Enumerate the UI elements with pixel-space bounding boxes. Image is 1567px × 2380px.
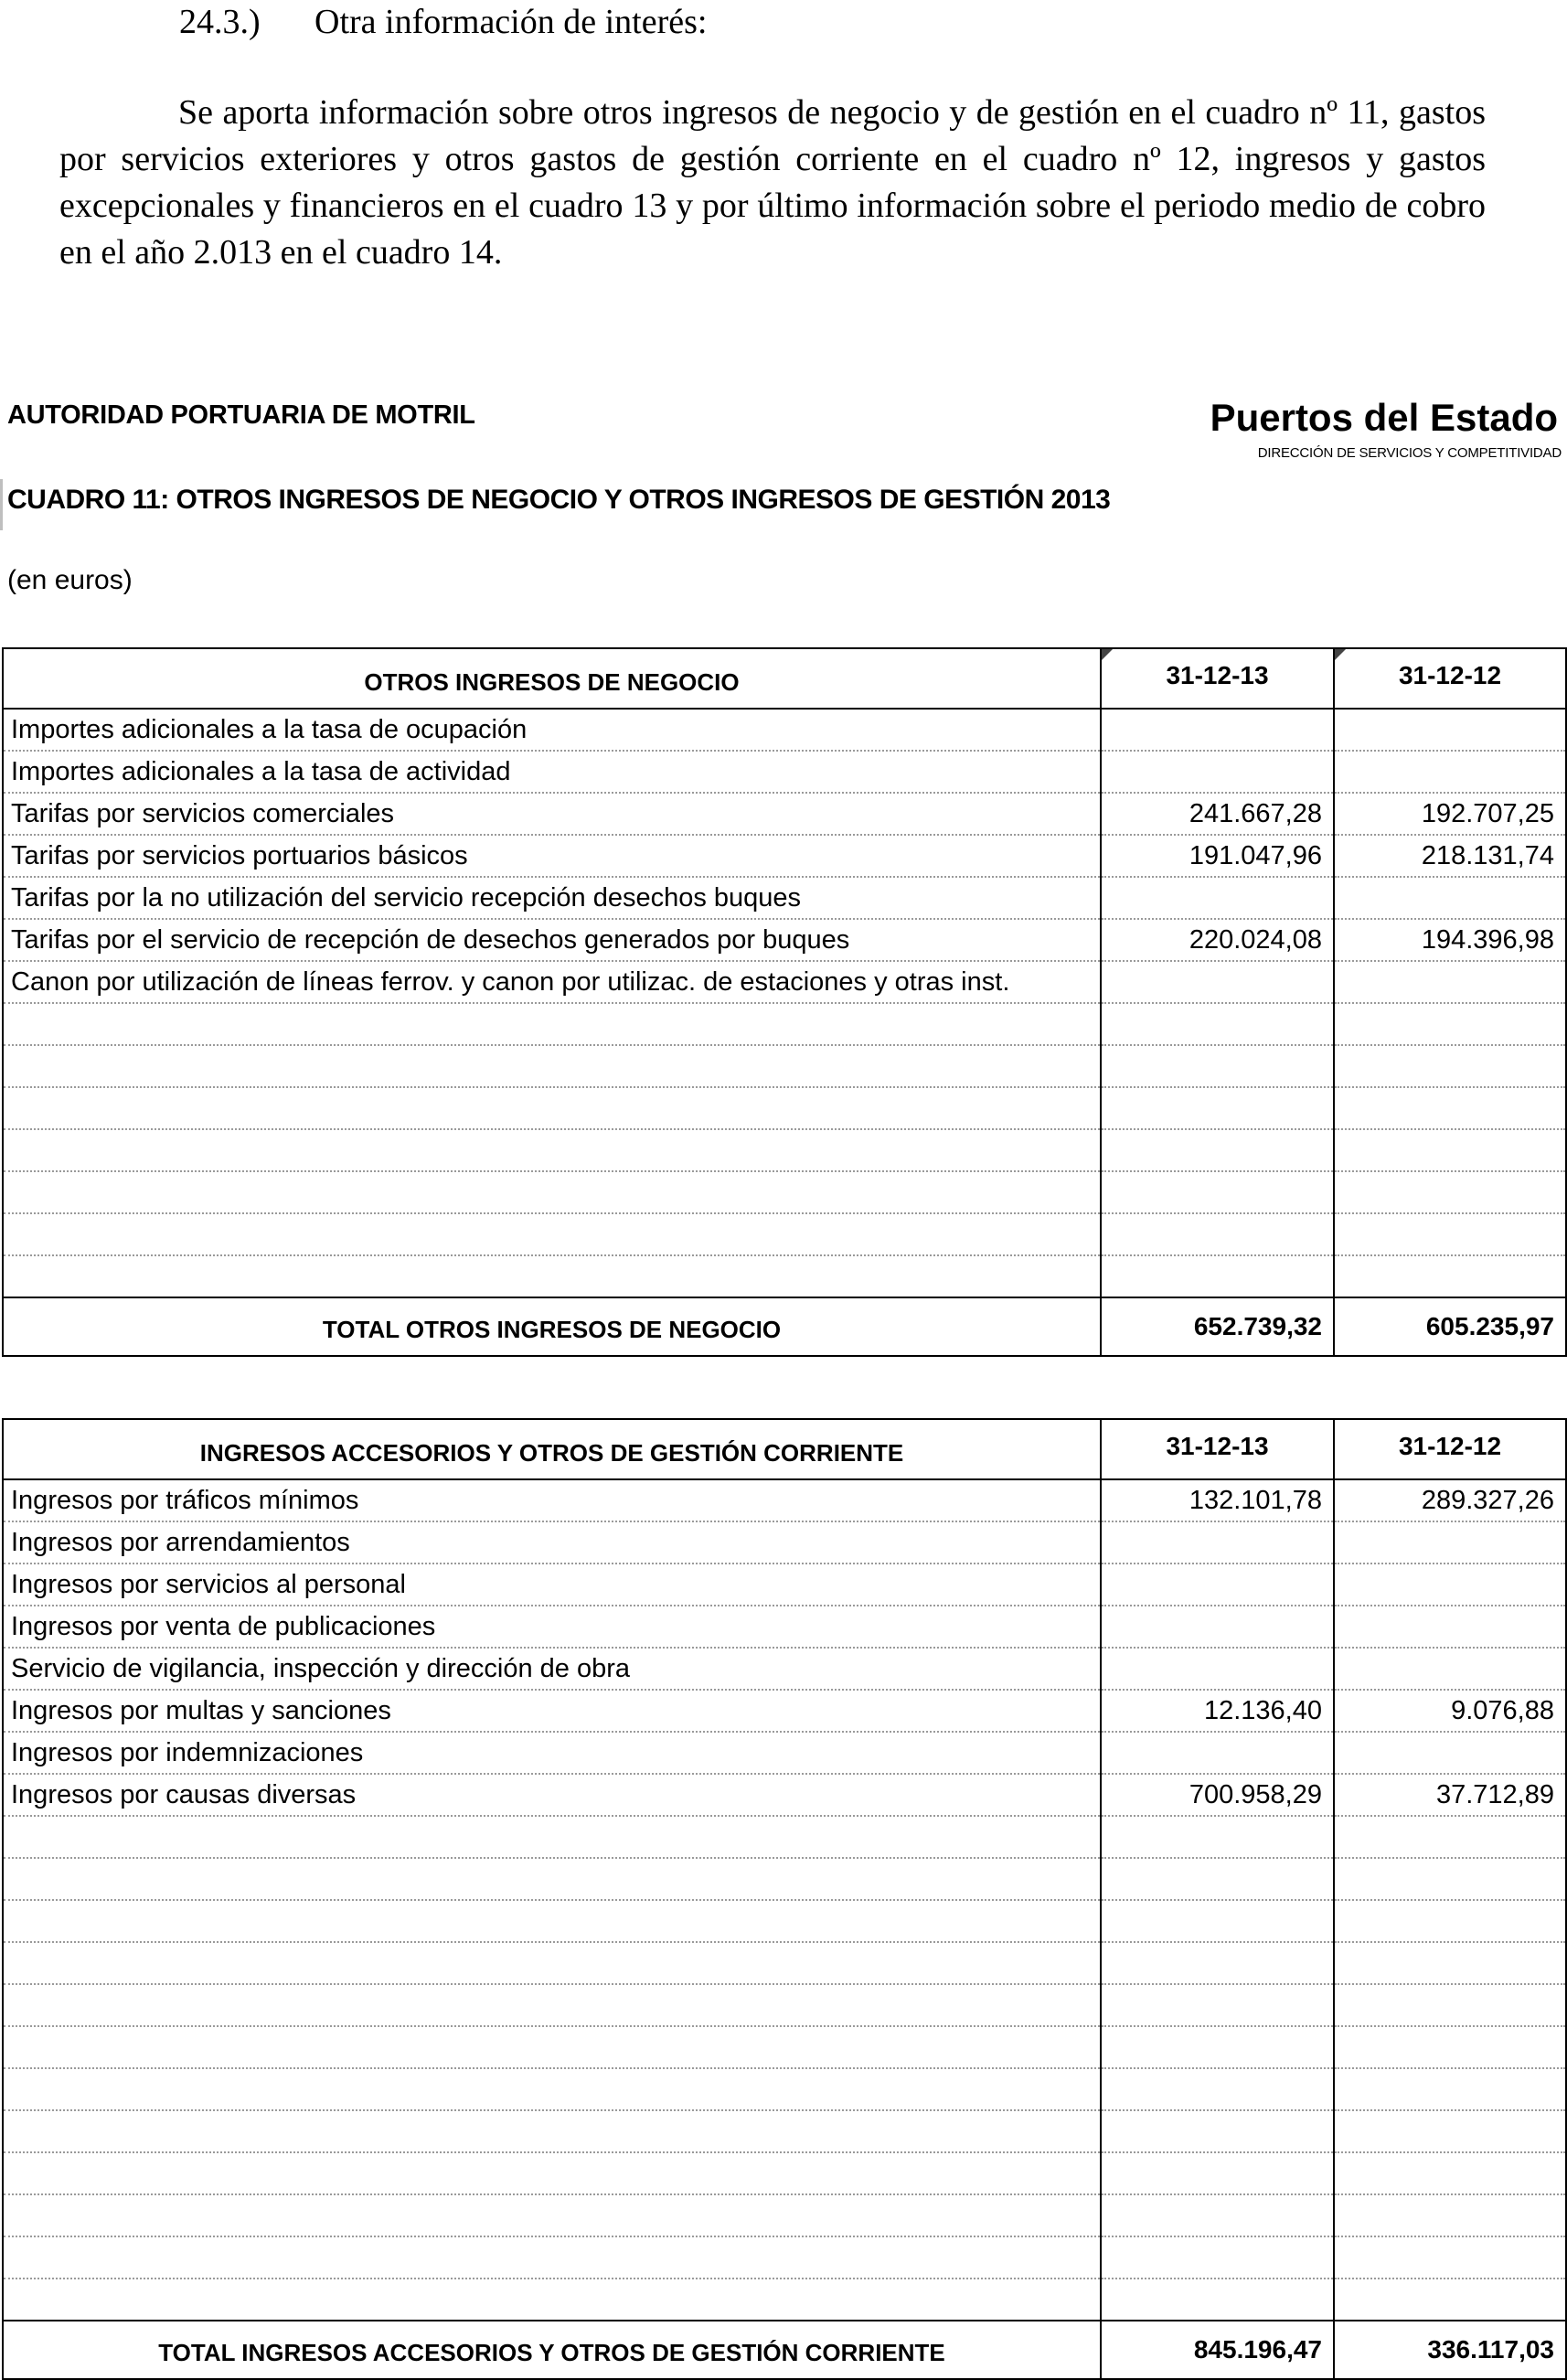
row-value-2013: 220.024,08: [1101, 919, 1334, 961]
table-row: [3, 835, 1566, 877]
row-label: [3, 2152, 1101, 2194]
row-value-2012: [1334, 2279, 1566, 2321]
table-row: [3, 1479, 1566, 1521]
section-heading: [179, 2, 707, 42]
row-label: Ingresos por indemnizaciones: [3, 1732, 1101, 1774]
row-value-2013: [1101, 2026, 1334, 2068]
row-label: Importes adicionales a la tasa de actividad: [3, 751, 1101, 793]
row-label: Ingresos por arrendamientos: [3, 1521, 1101, 1564]
table-header-row: [3, 1419, 1566, 1479]
row-label: [3, 1003, 1101, 1045]
table-row: [3, 709, 1566, 751]
row-value-2013: [1101, 961, 1334, 1003]
table-row: [3, 1045, 1566, 1087]
section-number: 24.3.): [179, 3, 261, 41]
row-value-2012: [1334, 1521, 1566, 1564]
table-row: [3, 1521, 1566, 1564]
row-label: [3, 1984, 1101, 2026]
row-value-2013: [1101, 1045, 1334, 1087]
table-row: [3, 1900, 1566, 1942]
row-label: Ingresos por multas y sanciones: [3, 1690, 1101, 1732]
row-value-2013: [1101, 1732, 1334, 1774]
row-value-2013: [1101, 2236, 1334, 2279]
row-label: Tarifas por el servicio de recepción de desechos generados por buques: [3, 919, 1101, 961]
row-label: [3, 1858, 1101, 1900]
row-label: Canon por utilización de líneas ferrov. y canon por utilizac. de estaciones y otras inst.: [3, 961, 1101, 1003]
column-header-2013: 31-12-13: [1101, 1419, 1334, 1479]
row-value-2012: [1334, 1003, 1566, 1045]
row-value-2012: [1334, 2152, 1566, 2194]
row-label: Tarifas por la no utilización del servicio recepción desechos buques: [3, 877, 1101, 919]
table-row: [3, 1648, 1566, 1690]
row-label: [3, 2068, 1101, 2110]
table-row: [3, 1858, 1566, 1900]
row-value-2013: 241.667,28: [1101, 793, 1334, 835]
intro-paragraph: Se aporta información sobre otros ingresos de negocio y de gestión en el cuadro nº 11, gastos por servicios exteriores y otros gastos de gestión corriente en el cuadro nº 12, ingresos y gastos excepcionales y financieros en el cuadro 13 y por último información sobre el periodo medio de cobro en el año 2.013 en el cuadro 14.: [59, 93, 1486, 272]
row-value-2013: [1101, 1087, 1334, 1129]
table-row: [3, 1564, 1566, 1606]
total-2012: 336.117,03: [1334, 2321, 1566, 2379]
total-label: TOTAL INGRESOS ACCESORIOS Y OTROS DE GESTIÓN CORRIENTE: [3, 2321, 1101, 2379]
row-value-2012: 218.131,74: [1334, 835, 1566, 877]
table-caption: CUADRO 11: OTROS INGRESOS DE NEGOCIO Y OTROS INGRESOS DE GESTIÓN 2013: [7, 485, 1111, 515]
total-2013: 652.739,32: [1101, 1297, 1334, 1356]
column-header-2013-label: 31-12-13: [1166, 661, 1269, 689]
row-value-2013: [1101, 1984, 1334, 2026]
table-row: [3, 751, 1566, 793]
table-row: [3, 793, 1566, 835]
row-value-2013: [1101, 1255, 1334, 1297]
row-value-2012: [1334, 1942, 1566, 1984]
row-label: Ingresos por venta de publicaciones: [3, 1606, 1101, 1648]
row-value-2013: [1101, 1816, 1334, 1858]
row-value-2013: [1101, 1129, 1334, 1171]
row-value-2012: 192.707,25: [1334, 793, 1566, 835]
table-heading: OTROS INGRESOS DE NEGOCIO: [3, 648, 1101, 709]
row-value-2013: [1101, 1942, 1334, 1984]
row-value-2012: [1334, 2236, 1566, 2279]
comment-marker-icon: [1335, 649, 1346, 660]
table-row: [3, 919, 1566, 961]
units-note: (en euros): [7, 565, 133, 595]
row-value-2012: [1334, 709, 1566, 751]
table-row: [3, 2026, 1566, 2068]
row-label: Importes adicionales a la tasa de ocupación: [3, 709, 1101, 751]
row-value-2012: [1334, 1171, 1566, 1213]
row-value-2012: [1334, 1255, 1566, 1297]
row-value-2013: [1101, 1648, 1334, 1690]
row-label: [3, 1045, 1101, 1087]
table-heading: INGRESOS ACCESORIOS Y OTROS DE GESTIÓN CORRIENTE: [3, 1419, 1101, 1479]
row-value-2012: 37.712,89: [1334, 1774, 1566, 1816]
table-row: [3, 1213, 1566, 1255]
otros-ingresos-negocio-table: [2, 647, 1567, 1357]
row-label: [3, 1900, 1101, 1942]
row-value-2012: [1334, 1606, 1566, 1648]
row-value-2013: [1101, 1171, 1334, 1213]
table-row: [3, 1129, 1566, 1171]
row-value-2013: [1101, 751, 1334, 793]
table-row: [3, 1984, 1566, 2026]
row-label: [3, 2026, 1101, 2068]
row-value-2013: [1101, 2110, 1334, 2152]
row-value-2012: [1334, 1045, 1566, 1087]
row-value-2012: [1334, 751, 1566, 793]
row-label: [3, 1213, 1101, 1255]
total-row: [3, 2321, 1566, 2379]
row-label: Tarifas por servicios comerciales: [3, 793, 1101, 835]
row-value-2012: [1334, 1816, 1566, 1858]
table-row: [3, 2152, 1566, 2194]
column-header-2012-label: 31-12-12: [1398, 661, 1502, 689]
row-value-2012: [1334, 1129, 1566, 1171]
organization-name: AUTORIDAD PORTUARIA DE MOTRIL: [7, 400, 475, 430]
table-row: [3, 1255, 1566, 1297]
row-value-2013: [1101, 1606, 1334, 1648]
row-label: [3, 1255, 1101, 1297]
row-value-2012: 194.396,98: [1334, 919, 1566, 961]
total-2013: 845.196,47: [1101, 2321, 1334, 2379]
table-row: [3, 877, 1566, 919]
row-value-2013: [1101, 2194, 1334, 2236]
table-row: [3, 1942, 1566, 1984]
total-row: [3, 1297, 1566, 1356]
total-label: TOTAL OTROS INGRESOS DE NEGOCIO: [3, 1297, 1101, 1356]
row-value-2012: [1334, 877, 1566, 919]
row-value-2013: [1101, 2152, 1334, 2194]
table-row: [3, 1732, 1566, 1774]
row-value-2013: [1101, 2068, 1334, 2110]
column-header-2012: 31-12-12: [1334, 1419, 1566, 1479]
row-label: Servicio de vigilancia, inspección y dirección de obra: [3, 1648, 1101, 1690]
row-value-2012: 289.327,26: [1334, 1479, 1566, 1521]
row-value-2012: [1334, 1732, 1566, 1774]
row-label: [3, 1129, 1101, 1171]
table-row: [3, 961, 1566, 1003]
column-header-2012: [1334, 648, 1566, 709]
column-header-2013: [1101, 648, 1334, 709]
row-value-2012: [1334, 1648, 1566, 1690]
row-value-2012: [1334, 2194, 1566, 2236]
caption-marker: [0, 479, 3, 530]
row-value-2012: [1334, 961, 1566, 1003]
table-row: [3, 1087, 1566, 1129]
table-row: [3, 2068, 1566, 2110]
row-label: [3, 2279, 1101, 2321]
table-row: [3, 2194, 1566, 2236]
row-value-2012: [1334, 1900, 1566, 1942]
row-value-2013: 700.958,29: [1101, 1774, 1334, 1816]
row-value-2012: [1334, 2110, 1566, 2152]
row-value-2012: [1334, 2026, 1566, 2068]
row-value-2012: 9.076,88: [1334, 1690, 1566, 1732]
row-value-2012: [1334, 1087, 1566, 1129]
table-row: [3, 1690, 1566, 1732]
table-row: [3, 2236, 1566, 2279]
row-value-2013: 132.101,78: [1101, 1479, 1334, 1521]
row-value-2012: [1334, 2068, 1566, 2110]
row-value-2013: [1101, 2279, 1334, 2321]
row-value-2013: 12.136,40: [1101, 1690, 1334, 1732]
row-label: Ingresos por servicios al personal: [3, 1564, 1101, 1606]
total-2012: 605.235,97: [1334, 1297, 1566, 1356]
table-header-row: [3, 648, 1566, 709]
table-row: [3, 1171, 1566, 1213]
row-value-2013: 191.047,96: [1101, 835, 1334, 877]
brand-logo-subtitle: DIRECCIÓN DE SERVICIOS Y COMPETITIVIDAD: [1257, 445, 1562, 461]
row-value-2012: [1334, 1564, 1566, 1606]
row-value-2013: [1101, 1900, 1334, 1942]
row-label: [3, 1171, 1101, 1213]
row-value-2012: [1334, 1984, 1566, 2026]
row-value-2013: [1101, 1003, 1334, 1045]
row-value-2013: [1101, 1521, 1334, 1564]
table-row: [3, 2279, 1566, 2321]
section-title: Otra información de interés:: [314, 3, 708, 41]
row-value-2013: [1101, 1858, 1334, 1900]
row-value-2013: [1101, 1564, 1334, 1606]
row-label: [3, 1816, 1101, 1858]
row-label: [3, 1942, 1101, 1984]
row-label: Ingresos por causas diversas: [3, 1774, 1101, 1816]
brand-logo-title: Puertos del Estado: [1210, 396, 1558, 439]
row-value-2012: [1334, 1213, 1566, 1255]
row-label: Tarifas por servicios portuarios básicos: [3, 835, 1101, 877]
row-value-2013: [1101, 877, 1334, 919]
table-row: [3, 1774, 1566, 1816]
table-row: [3, 2110, 1566, 2152]
table-row: [3, 1606, 1566, 1648]
row-value-2013: [1101, 1213, 1334, 1255]
row-label: Ingresos por tráficos mínimos: [3, 1479, 1101, 1521]
comment-marker-icon: [1102, 649, 1113, 660]
table-row: [3, 1003, 1566, 1045]
row-label: [3, 1087, 1101, 1129]
row-label: [3, 2194, 1101, 2236]
row-label: [3, 2110, 1101, 2152]
table-row: [3, 1816, 1566, 1858]
ingresos-accesorios-gestion-table: [2, 1418, 1567, 2380]
row-label: [3, 2236, 1101, 2279]
row-value-2013: [1101, 709, 1334, 751]
row-value-2012: [1334, 1858, 1566, 1900]
